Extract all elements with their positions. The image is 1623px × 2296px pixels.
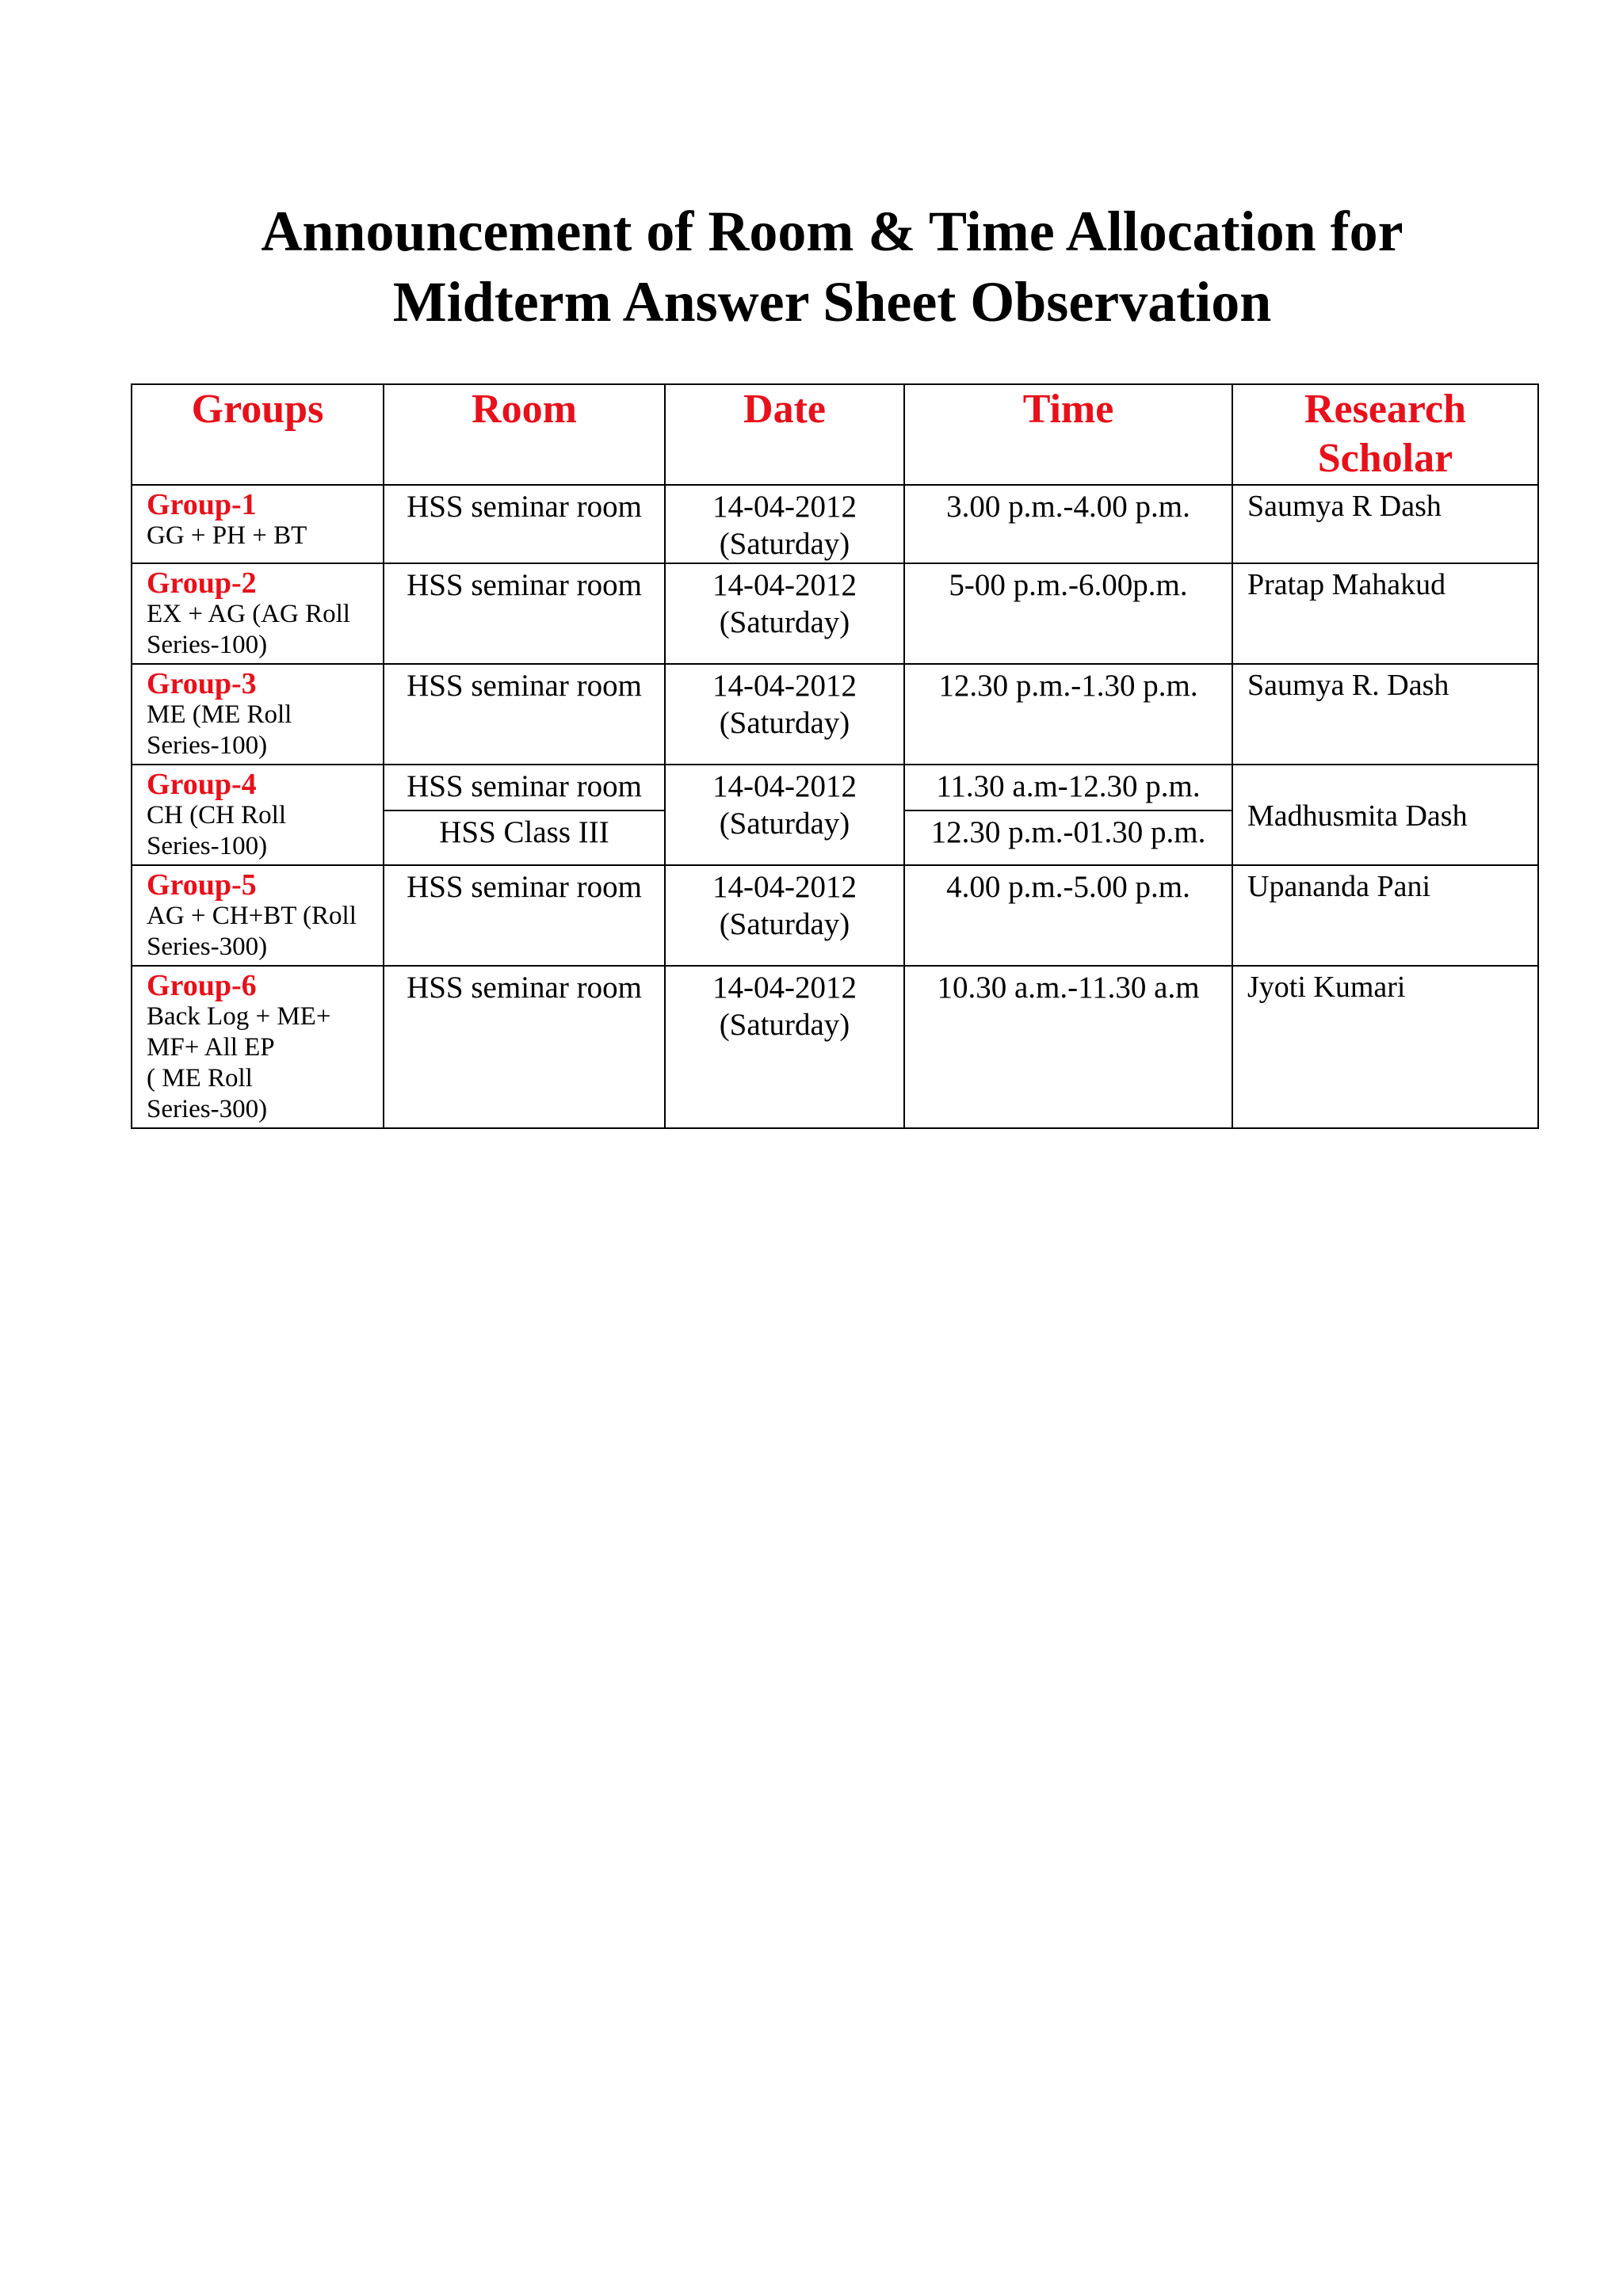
- group-description: AG + CH+BT (Roll: [147, 902, 357, 930]
- room-cell: HSS seminar room: [384, 563, 665, 664]
- date-cell: [665, 664, 904, 765]
- scholar-cell: Saumya R. Dash: [1232, 664, 1538, 765]
- time-cell: 12.30 p.m.-1.30 p.m.: [904, 664, 1232, 765]
- group-cell: [132, 485, 384, 563]
- group-description: GG + PH + BT: [147, 521, 307, 550]
- allocation-table: [131, 383, 1539, 1129]
- header-time: Time: [904, 384, 1232, 485]
- day-value: (Saturday): [719, 807, 850, 841]
- room-cell: HSS Class III: [384, 810, 665, 865]
- group-cell: [132, 563, 384, 664]
- time-cell: 10.30 a.m.-11.30 a.m: [904, 966, 1232, 1128]
- group-name: Group-6: [147, 969, 257, 1002]
- header-room: Room: [384, 384, 665, 485]
- group-description: Series-300): [147, 933, 268, 961]
- time-cell: 3.00 p.m.-4.00 p.m.: [904, 485, 1232, 563]
- date-value: 14-04-2012: [712, 490, 857, 524]
- page-title: [127, 196, 1537, 338]
- table-row: [132, 664, 1538, 765]
- scholar-cell: Jyoti Kumari: [1232, 966, 1538, 1128]
- table-row: [132, 966, 1538, 1128]
- group-description: Series-300): [147, 1095, 268, 1123]
- date-cell: [665, 563, 904, 664]
- table-row: [132, 865, 1538, 966]
- time-cell: 4.00 p.m.-5.00 p.m.: [904, 865, 1232, 966]
- group-cell: [132, 966, 384, 1128]
- group-description: MF+ All EP: [147, 1033, 275, 1062]
- room-cell: HSS seminar room: [384, 485, 665, 563]
- day-value: (Saturday): [719, 907, 850, 941]
- group-description: Series-100): [147, 832, 268, 860]
- group-description: EX + AG (AG Roll: [147, 600, 350, 628]
- group-description: Series-100): [147, 731, 268, 760]
- time-cell: 5-00 p.m.-6.00p.m.: [904, 563, 1232, 664]
- day-value: (Saturday): [719, 605, 850, 639]
- day-value: (Saturday): [719, 527, 850, 561]
- header-date: Date: [665, 384, 904, 485]
- date-cell: [665, 865, 904, 966]
- group-name: Group-3: [147, 667, 257, 700]
- date-value: 14-04-2012: [712, 870, 857, 904]
- room-cell: HSS seminar room: [384, 865, 665, 966]
- header-research-scholar: Research Scholar: [1232, 384, 1538, 485]
- room-cell: HSS seminar room: [384, 765, 665, 810]
- group-name: Group-4: [147, 768, 257, 801]
- scholar-cell: Madhusmita Dash: [1232, 765, 1538, 865]
- room-cell: HSS seminar room: [384, 664, 665, 765]
- table-row: [132, 485, 1538, 563]
- date-value: 14-04-2012: [712, 669, 857, 703]
- date-value: 14-04-2012: [712, 769, 857, 803]
- page-title-line-1: Announcement of Room & Time Allocation for: [261, 200, 1403, 263]
- group-name: Group-1: [147, 488, 257, 521]
- time-cell: 12.30 p.m.-01.30 p.m.: [904, 810, 1232, 865]
- date-value: 14-04-2012: [712, 568, 857, 602]
- group-description: ( ME Roll: [147, 1064, 253, 1093]
- group-cell: [132, 664, 384, 765]
- table-row: [132, 563, 1538, 664]
- group-name: Group-2: [147, 566, 257, 600]
- scholar-cell: Saumya R Dash: [1232, 485, 1538, 563]
- date-cell: [665, 966, 904, 1128]
- time-cell: 11.30 a.m-12.30 p.m.: [904, 765, 1232, 810]
- group-cell: [132, 865, 384, 966]
- page-title-line-2: Midterm Answer Sheet Observation: [392, 270, 1272, 334]
- table-header-row: [132, 384, 1538, 485]
- group-description: Series-100): [147, 631, 268, 659]
- date-value: 14-04-2012: [712, 971, 857, 1005]
- scholar-cell: Pratap Mahakud: [1232, 563, 1538, 664]
- group-name: Group-5: [147, 868, 257, 902]
- date-cell: [665, 765, 904, 865]
- day-value: (Saturday): [719, 1008, 850, 1042]
- header-groups: Groups: [132, 384, 384, 485]
- group-description: ME (ME Roll: [147, 700, 292, 729]
- day-value: (Saturday): [719, 706, 850, 740]
- table-row: [132, 765, 1538, 810]
- scholar-cell: Upananda Pani: [1232, 865, 1538, 966]
- group-cell: [132, 765, 384, 865]
- room-cell: HSS seminar room: [384, 966, 665, 1128]
- date-cell: [665, 485, 904, 563]
- group-description: CH (CH Roll: [147, 801, 287, 830]
- group-description: Back Log + ME+: [147, 1002, 331, 1031]
